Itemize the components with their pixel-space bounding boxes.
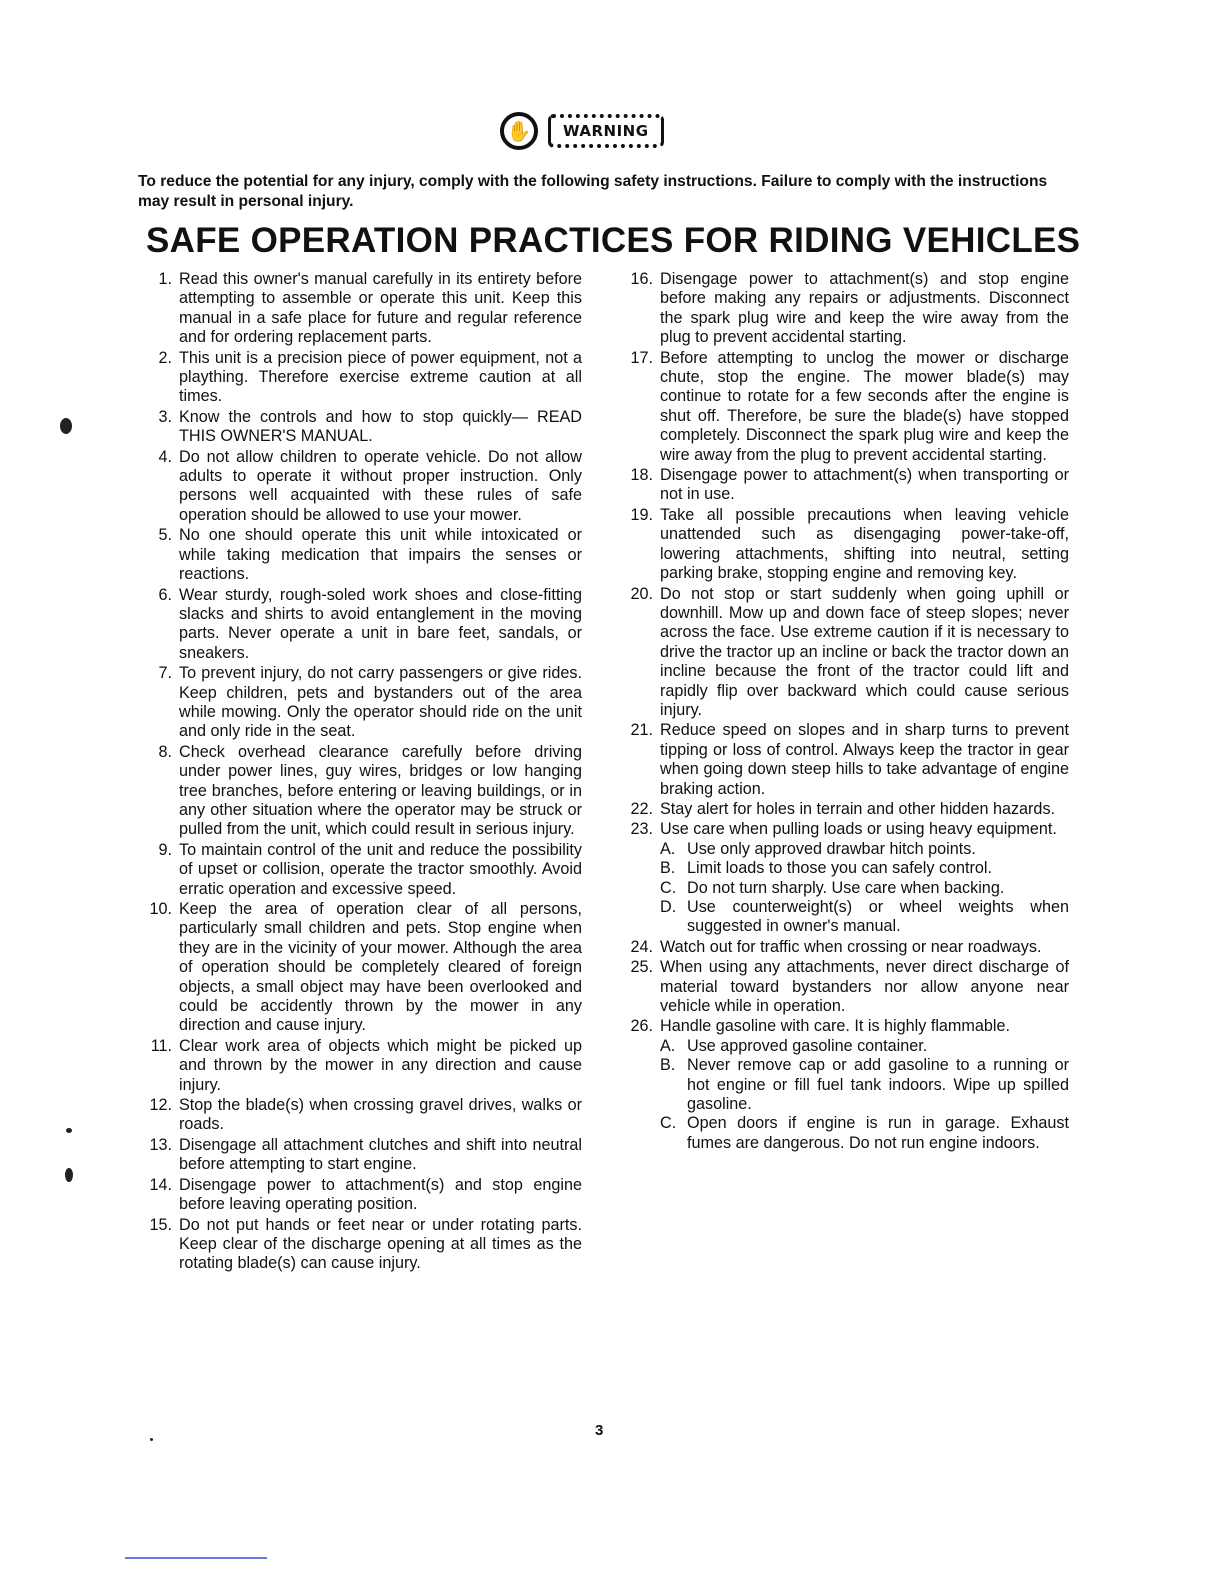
item-text: Take all possible precautions when leaving vehicle unattended such as disengaging power-take-off, lowering attachments, shifting into neutral, setting parking brake, stopping engine and removing key.	[660, 505, 1069, 583]
item-number: 2.	[158, 348, 172, 367]
list-item	[136, 664, 582, 742]
list-item	[136, 1176, 582, 1215]
list-item	[136, 448, 582, 526]
sub-item-text: Use only approved drawbar hitch points.	[687, 839, 976, 858]
item-text: Clear work area of objects which might be picked up and thrown by the mower in any direction and cause injury.	[179, 1036, 582, 1094]
list-item	[617, 585, 1069, 721]
left-column	[136, 270, 582, 1275]
list-item	[136, 1096, 582, 1135]
list-item	[136, 1037, 582, 1095]
list-item	[136, 841, 582, 899]
sub-item-text: Do not turn sharply. Use care when backing.	[687, 878, 1005, 897]
item-number: 13.	[149, 1135, 172, 1154]
list-item	[617, 466, 1069, 505]
sub-item-letter: C.	[660, 878, 677, 897]
item-number: 16.	[630, 270, 653, 288]
list-item	[136, 1136, 582, 1175]
list-item	[136, 408, 582, 447]
item-number: 5.	[158, 526, 172, 545]
sub-item-text: Open doors if engine is run in garage. Exhaust fumes are dangerous. Do not run engine indoors.	[687, 1114, 1069, 1152]
list-item	[617, 721, 1069, 799]
sub-item-text: Use approved gasoline container.	[687, 1036, 928, 1055]
sub-item	[660, 879, 1069, 898]
list-item	[617, 1017, 1069, 1153]
item-number: 26.	[630, 1017, 653, 1036]
item-number: 19.	[630, 505, 653, 524]
item-number: 18.	[630, 466, 653, 485]
sub-item	[660, 1037, 1069, 1056]
item-number: 9.	[158, 840, 172, 859]
sub-item	[660, 840, 1069, 859]
sub-item-text: Never remove cap or add gasoline to a running or hot engine or fill fuel tank indoors. Wipe up spilled gasoline.	[687, 1056, 1069, 1114]
page-title: SAFE OPERATION PRACTICES FOR RIDING VEHICLES	[146, 221, 1081, 260]
item-number: 6.	[158, 585, 172, 604]
scan-speck	[66, 1128, 72, 1133]
list-item	[617, 800, 1069, 819]
list-item	[617, 506, 1069, 584]
item-number: 15.	[149, 1215, 172, 1234]
list-item	[617, 349, 1069, 465]
sub-item	[660, 859, 1069, 878]
list-item	[617, 820, 1069, 936]
list-item	[136, 270, 582, 348]
warning-header	[500, 112, 664, 150]
page-number: 3	[595, 1422, 604, 1439]
item-text: Handle gasoline with care. It is highly flammable.	[660, 1017, 1010, 1036]
scan-speck	[60, 418, 72, 434]
item-number: 4.	[158, 447, 172, 466]
sub-item-text: Use counterweight(s) or wheel weights when suggested in owner's manual.	[687, 898, 1069, 936]
item-text: Use care when pulling loads or using heavy equipment.	[660, 820, 1057, 839]
item-text: To prevent injury, do not carry passengers or give rides. Keep children, pets and bystanders out of the area while mowing. Only the operator should ride on the unit and only ride in the seat.	[179, 664, 582, 741]
item-text: Do not put hands or feet near or under rotating parts. Keep clear of the discharge opening at all times as the rotating blade(s) can cause injury.	[179, 1215, 582, 1273]
item-text: This unit is a precision piece of power equipment, not a plaything. Therefore exercise extreme caution at all times.	[179, 348, 582, 406]
sub-item-letter: A.	[660, 1036, 676, 1055]
item-text: Know the controls and how to stop quickly— READ THIS OWNER'S MANUAL.	[179, 407, 582, 446]
list-item	[617, 270, 1069, 348]
item-number: 7.	[158, 664, 172, 683]
list-item	[136, 1216, 582, 1274]
item-text: Check overhead clearance carefully before driving under power lines, guy wires, bridges or low hanging tree branches, before entering or leaving buildings, or in any other situation where the operator may be struck or pulled from the unit, which could result in serious injury.	[179, 742, 582, 839]
item-text: Disengage power to attachment(s) when transporting or not in use.	[660, 466, 1069, 504]
list-item	[136, 526, 582, 584]
item-number: 25.	[630, 958, 653, 977]
sub-item-letter: B.	[660, 1056, 676, 1075]
item-text: Stay alert for holes in terrain and other hidden hazards.	[660, 799, 1056, 818]
item-number: 23.	[630, 820, 653, 839]
sub-item-letter: A.	[660, 839, 676, 858]
item-text: No one should operate this unit while intoxicated or while taking medication that impairs the senses or reactions.	[179, 526, 582, 584]
sub-item-letter: C.	[660, 1114, 677, 1133]
item-text: To maintain control of the unit and reduce the possibility of upset or collision, operate the tractor smoothly. Avoid erratic operation and excessive speed.	[179, 840, 582, 898]
item-number: 3.	[158, 407, 172, 426]
item-number: 8.	[158, 742, 172, 761]
sub-item	[660, 1114, 1069, 1153]
warning-label: WARNING	[548, 114, 664, 148]
item-text: Stop the blade(s) when crossing gravel drives, walks or roads.	[179, 1096, 582, 1134]
item-number: 24.	[630, 937, 653, 956]
item-number: 21.	[630, 721, 653, 740]
list-item	[617, 958, 1069, 1016]
scan-speck	[65, 1168, 73, 1182]
item-number: 10.	[149, 900, 172, 918]
item-number: 20.	[630, 584, 653, 603]
sub-item	[660, 1056, 1069, 1114]
list-item	[136, 900, 582, 1036]
list-item	[617, 938, 1069, 957]
item-text: Wear sturdy, rough-soled work shoes and close-fitting slacks and shirts to avoid entanglement in the moving parts. Never operate a unit in bare feet, sandals, or sneakers.	[179, 585, 582, 662]
item-text: Disengage all attachment clutches and shift into neutral before attempting to start engine.	[179, 1135, 582, 1174]
item-number: 12.	[149, 1096, 172, 1115]
item-number: 1.	[158, 270, 172, 288]
item-number: 14.	[149, 1175, 172, 1194]
list-item	[136, 586, 582, 664]
item-text: Before attempting to unclog the mower or discharge chute, stop the engine. The mower blade(s) may continue to rotate for a few seconds after the engine is shut off. Therefore, be sure the blade(s) have stopped completely. Disconnect the spark plug wire and keep the wire away from the plug to prevent accidental starting.	[660, 348, 1069, 464]
list-item	[136, 743, 582, 840]
list-item	[136, 349, 582, 407]
item-text: Watch out for traffic when crossing or near roadways.	[660, 937, 1042, 956]
item-text: Keep the area of operation clear of all persons, particularly small children and pets. Stop engine when they are in the vicinity of your mower. Although the area of operation should be completely cleared of foreign objects, a small object may have been overlooked and could be accidently thrown by the mower in any direction and cause injury.	[179, 900, 582, 1035]
right-column	[617, 270, 1069, 1154]
item-number: 17.	[630, 348, 653, 367]
sub-item-letter: B.	[660, 859, 676, 878]
item-number: 22.	[630, 799, 653, 818]
sub-item-text: Limit loads to those you can safely control.	[687, 859, 993, 878]
item-text: Reduce speed on slopes and in sharp turns to prevent tipping or loss of control. Always keep the tractor in gear when going down steep hills to take advantage of engine braking action.	[660, 721, 1069, 798]
sub-item-letter: D.	[660, 898, 677, 916]
hand-stop-icon: ✋	[500, 112, 538, 150]
item-text: When using any attachments, never direct discharge of material toward bystanders nor allow anyone near vehicle while in operation.	[660, 958, 1069, 1016]
scan-speck	[150, 1438, 153, 1441]
item-text: Do not stop or start suddenly when going uphill or downhill. Mow up and down face of steep slopes; never across the face. Use extreme caution if it is necessary to drive the tractor up an incline or back the tractor down an incline because the front of the tractor could lift and rapidly flip over backward which could cause serious injury.	[660, 584, 1069, 719]
intro-text: To reduce the potential for any injury, comply with the following safety instructions. Failure to comply with the instructions may result in personal injury.	[138, 173, 1048, 210]
item-text: Disengage power to attachment(s) and stop engine before making any repairs or adjustments. Disconnect the spark plug wire and keep the wire away from the plug to prevent accidental starting.	[660, 270, 1069, 347]
item-number: 11.	[150, 1036, 172, 1055]
sub-item	[660, 898, 1069, 937]
item-text: Do not allow children to operate vehicle. Do not allow adults to operate it without proper instruction. Only persons well acquainted with these rules of safe operation should be allowed to use your mower.	[179, 447, 582, 524]
footer-rule	[125, 1557, 267, 1559]
item-text: Read this owner's manual carefully in its entirety before attempting to assemble or operate this unit. Keep this manual in a safe place for future and regular reference and for ordering replacement parts.	[179, 270, 582, 347]
item-text: Disengage power to attachment(s) and stop engine before leaving operating position.	[179, 1175, 582, 1214]
